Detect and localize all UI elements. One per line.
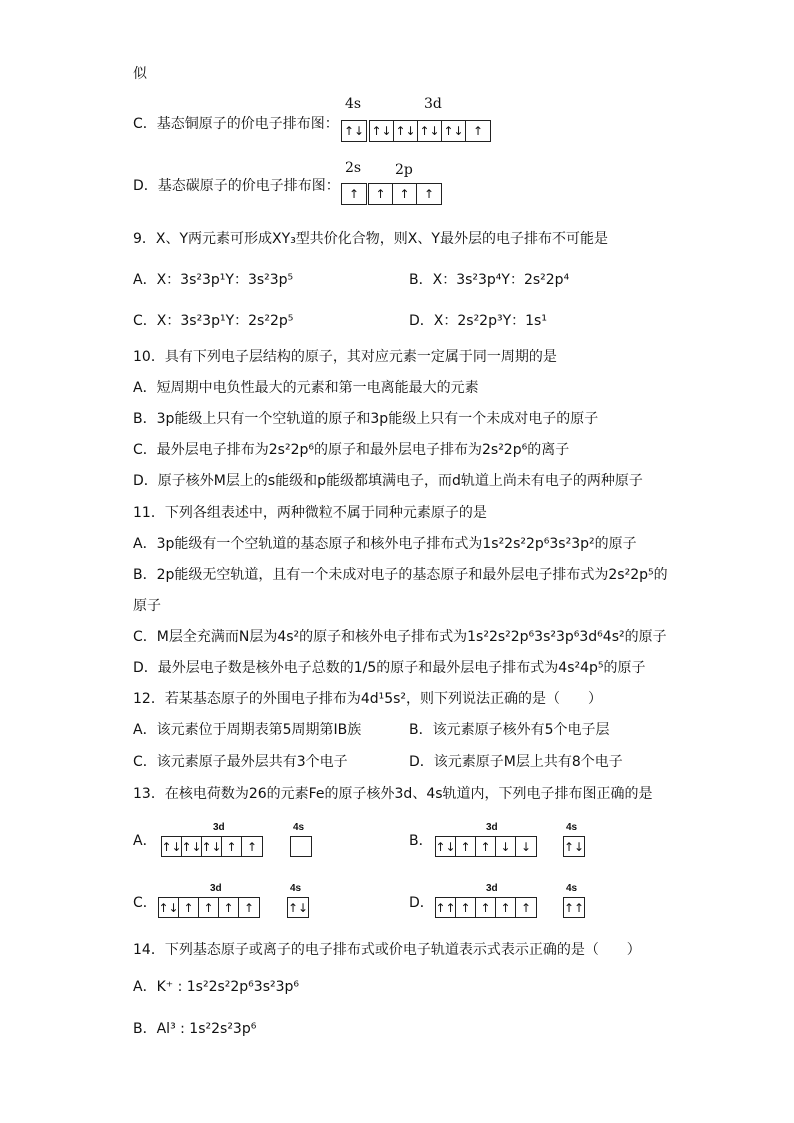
q13-option-d: D． — [409, 895, 434, 911]
q12-option-c: C．该元素原子最外层共有3个电子 — [133, 754, 348, 770]
orbital-box — [291, 837, 311, 856]
q11-option-c: C．M层全充满而N层为4s²的原子和核外电子排布式为1s²2s²2p⁶3s²3p⁶3d⁶4s²的原子 — [133, 629, 667, 645]
q9-option-c: C．X：3s²3p¹Y：2s²2p⁵ — [133, 313, 294, 329]
q13-a-4s-label: 4s — [293, 822, 305, 833]
q11-option-a: A．3p能级有一个空轨道的基态原子和核外电子排布式为1s²2s²2p⁶3s²3p²的原子 — [133, 536, 637, 552]
q10-option-c: C．最外层电子排布为2s²2p⁶的原子和最外层电子排布为2s²2p⁶的离子 — [133, 442, 570, 458]
q10-stem: 10．具有下列电子层结构的原子，其对应元素一定属于同一周期的是 — [133, 349, 557, 365]
orbital-box: ↑ — [520, 900, 532, 915]
q9-option-a: A．X：3s²3p¹Y：3s²3p⁵ — [133, 272, 294, 288]
q8-c-4s-label: 4s — [345, 96, 362, 112]
q11-option-b-line2: 原子 — [133, 598, 161, 614]
q13-c-4s-boxes — [287, 897, 309, 918]
orbital-box: ↑ — [476, 837, 496, 856]
q8-c-3d-boxes — [369, 120, 491, 142]
q13-option-c: C． — [133, 895, 157, 911]
q8-option-d-label: D．基态碳原子的价电子排布图： — [133, 178, 340, 194]
orbital-box: ↑↓ — [162, 837, 182, 856]
orbital-box: ↑ — [472, 124, 484, 138]
top-fragment: 似 — [133, 66, 147, 82]
orbital-box: ↑ — [199, 898, 219, 917]
q8-d-2s-label: 2s — [345, 160, 362, 176]
orbital-box: ↑↑ — [436, 898, 456, 917]
q13-option-b: B． — [409, 833, 433, 849]
q12-option-a: A．该元素位于周期表第5周期第IB族 — [133, 722, 362, 738]
q10-option-b: B．3p能级上只有一个空轨道的原子和3p能级上只有一个未成对电子的原子 — [133, 411, 599, 427]
q8-option-c-label: C．基态铜原子的价电子排布图： — [133, 116, 339, 132]
orbital-box: ↑↑ — [563, 900, 585, 915]
orbital-box: ↑ — [456, 837, 476, 856]
orbital-box: ↑ — [496, 898, 516, 917]
q9-option-b: B．X：3s²3p⁴Y：2s²2p⁴ — [409, 272, 570, 288]
q8-d-2s-boxes — [341, 183, 367, 205]
q10-option-d: D．原子核外M层上的s能级和p能级都填满电子，而d轨道上尚未有电子的两种原子 — [133, 473, 643, 489]
orbital-box: ↑ — [423, 187, 435, 201]
orbital-box: ↑↓ — [159, 898, 179, 917]
q12-stem: 12．若某基态原子的外围电子排布为4d¹5s²，则下列说法正确的是（ ） — [133, 691, 603, 707]
q11-option-d: D．最外层电子数是核外电子总数的1/5的原子和最外层电子排布式为4s²4p⁵的原子 — [133, 660, 646, 676]
q13-b-4s-boxes — [563, 836, 585, 857]
q11-option-b-line1: B．2p能级无空轨道，且有一个未成对电子的基态原子和最外层电子排布式为2s²2p⁵的 — [133, 567, 668, 583]
orbital-box: ↑ — [348, 187, 360, 201]
orbital-box: ↑↓ — [182, 837, 202, 856]
orbital-box: ↓ — [496, 837, 516, 856]
q13-a-3d-label: 3d — [213, 822, 225, 833]
q14-option-b: B．Al³ : 1s²2s²3p⁶ — [133, 1021, 257, 1037]
q14-option-a: A．K⁺ : 1s²2s²2p⁶3s²3p⁶ — [133, 979, 300, 995]
q13-d-4s-label: 4s — [566, 883, 578, 894]
q13-b-4s-label: 4s — [566, 822, 578, 833]
q13-b-3d-label: 3d — [486, 822, 498, 833]
q13-option-a: A． — [133, 833, 157, 849]
orbital-box: ↑ — [456, 898, 476, 917]
q10-option-a: A．短周期中电负性最大的元素和第一电离能最大的元素 — [133, 380, 479, 396]
q8-c-4s-boxes — [341, 120, 367, 142]
orbital-box: ↑ — [369, 184, 393, 204]
q13-d-3d-boxes — [435, 897, 537, 918]
orbital-box: ↑↓ — [563, 839, 585, 854]
orbital-box: ↑ — [179, 898, 199, 917]
orbital-box: ↑↓ — [343, 124, 365, 138]
q9-option-d: D．X：2s²2p³Y：1s¹ — [409, 313, 547, 329]
q9-stem: 9．X、Y两元素可形成XY₃型共价化合物，则X、Y最外层的电子排布不可能是 — [133, 231, 608, 247]
orbital-box: ↑↓ — [418, 121, 442, 141]
orbital-box: ↑ — [476, 898, 496, 917]
orbital-box: ↑↓ — [436, 837, 456, 856]
orbital-box: ↑↓ — [370, 121, 394, 141]
q12-option-d: D．该元素原子M层上共有8个电子 — [409, 754, 623, 770]
q13-a-4s-boxes — [290, 836, 312, 857]
q13-c-3d-boxes — [158, 897, 260, 918]
orbital-box: ↑↓ — [202, 837, 222, 856]
q13-c-3d-label: 3d — [210, 883, 222, 894]
q13-stem: 13．在核电荷数为26的元素Fe的原子核外3d、4s轨道内，下列电子排布图正确的是 — [133, 786, 653, 802]
orbital-box: ↑ — [393, 184, 417, 204]
orbital-box: ↑ — [219, 898, 239, 917]
q12-option-b: B．该元素原子核外有5个电子层 — [409, 722, 610, 738]
q14-stem: 14．下列基态原子或离子的电子排布式或价电子轨道表示式表示正确的是（ ） — [133, 942, 641, 958]
q11-stem: 11．下列各组表述中，两种微粒不属于同种元素原子的是 — [133, 505, 487, 521]
q13-a-3d-boxes — [161, 836, 263, 857]
q8-d-2p-label: 2p — [395, 162, 413, 178]
orbital-box: ↑↓ — [287, 900, 309, 915]
q13-d-3d-label: 3d — [486, 883, 498, 894]
orbital-box: ↑↓ — [394, 121, 418, 141]
q8-d-2p-boxes — [368, 183, 442, 205]
orbital-box: ↑ — [222, 837, 242, 856]
q13-b-3d-boxes — [435, 836, 537, 857]
orbital-box: ↑↓ — [442, 121, 466, 141]
q13-c-4s-label: 4s — [290, 883, 302, 894]
orbital-box: ↑ — [243, 900, 255, 915]
orbital-box: ↑ — [246, 839, 258, 854]
q8-c-3d-label: 3d — [424, 96, 442, 112]
q13-d-4s-boxes — [563, 897, 585, 918]
orbital-box: ↓ — [520, 839, 532, 854]
